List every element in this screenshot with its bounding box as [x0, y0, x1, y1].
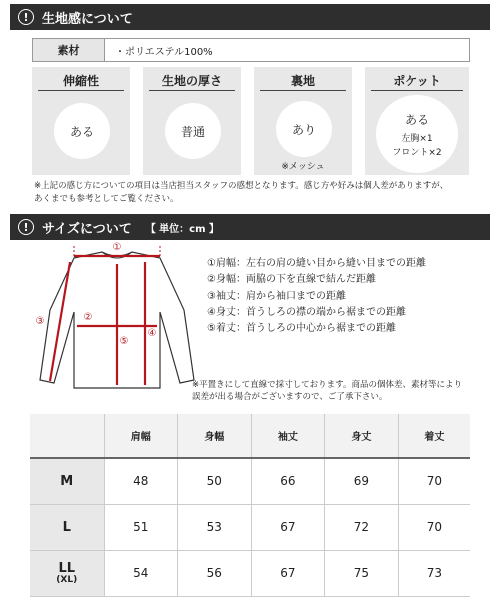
measurement-item: ③袖丈：肩から袖口までの距離	[207, 290, 346, 302]
table-row	[30, 550, 470, 596]
exclamation-icon: !	[18, 9, 34, 25]
size-label-cell	[30, 550, 104, 596]
table-cell: 72	[325, 504, 399, 550]
size-section-title: サイズについて	[42, 221, 132, 237]
card-note: ※メッシュ	[281, 162, 325, 172]
card-title: 伸縮性	[38, 71, 124, 91]
header-cell: 袖丈	[251, 414, 325, 458]
table-cell: 54	[104, 550, 178, 596]
card-value: ある	[54, 103, 110, 159]
table-cell: 66	[251, 458, 325, 504]
card-value: 普通	[165, 103, 221, 159]
table-cell: 56	[178, 550, 252, 596]
table-cell: 51	[104, 504, 178, 550]
measurement-list	[207, 256, 426, 337]
card-title: 生地の厚さ	[149, 71, 235, 91]
measurement-item: ②身幅：両脇の下を直線で結んだ距離	[207, 274, 376, 286]
header-cell: 着丈	[398, 414, 470, 458]
card-title: 裏地	[260, 71, 346, 91]
marker-5: ⑤	[119, 336, 129, 347]
marker-3: ③	[35, 316, 45, 327]
table-cell: 53	[178, 504, 252, 550]
unit-label: 【 単位：cm 】	[145, 223, 220, 235]
card-value: ある	[404, 113, 429, 127]
card-pocket	[365, 67, 469, 175]
header-cell: 身丈	[325, 414, 399, 458]
marker-1: ①	[112, 242, 122, 253]
table-cell: 70	[398, 458, 470, 504]
table-cell: 69	[325, 458, 399, 504]
size-sub-label: (XL)	[56, 575, 78, 585]
fabric-section-header	[10, 4, 490, 30]
size-label: M	[30, 458, 104, 504]
card-value: あり	[276, 101, 332, 157]
measurement-item: ①肩幅：左右の肩の縫い目から縫い目までの距離	[207, 258, 426, 269]
material-label: 素材	[33, 39, 105, 61]
measurement-item: ④身丈：首うしろの襟の端から裾までの距離	[207, 306, 406, 318]
size-section-header	[10, 214, 490, 240]
material-row	[32, 38, 470, 62]
note-line: あくまでも参考としてご覧ください。	[34, 194, 179, 204]
table-cell: 48	[104, 458, 178, 504]
table-cell: 50	[178, 458, 252, 504]
table-cell: 67	[251, 504, 325, 550]
marker-4: ④	[147, 328, 157, 339]
size-disclaimer	[192, 379, 492, 403]
fabric-section-title: 生地感について	[42, 11, 133, 27]
disclaimer-line: ※平置きにして直線で採寸しております。商品の個体差、素材等により	[192, 380, 462, 390]
card-title: ポケット	[371, 71, 463, 91]
card-detail: フロント×2	[392, 148, 442, 158]
fabric-notes	[34, 180, 448, 206]
header-cell: 肩幅	[104, 414, 178, 458]
card-stretch	[32, 67, 130, 175]
size-table-header-row	[30, 414, 470, 458]
size-label: L	[30, 504, 104, 550]
size-label: LL	[58, 561, 76, 576]
note-line: ※上記の感じ方についての項目は当店担当スタッフの感想となります。感じ方や好みは個人差がありますが、	[34, 181, 449, 191]
marker-2: ②	[83, 312, 93, 323]
disclaimer-line: 誤差が出る場合がございますので、ご了承下さい。	[192, 392, 388, 402]
table-cell: 70	[398, 504, 470, 550]
table-row	[30, 458, 470, 504]
measurement-item: ⑤着丈：首うしろの中心から裾までの距離	[207, 323, 396, 335]
header-cell: 身幅	[178, 414, 252, 458]
card-lining	[254, 67, 352, 175]
size-table	[30, 414, 470, 597]
table-cell: 75	[325, 550, 399, 596]
header-cell	[30, 414, 104, 458]
exclamation-icon: !	[18, 219, 34, 235]
table-cell: 73	[398, 550, 470, 596]
table-cell: 67	[251, 550, 325, 596]
garment-diagram	[22, 240, 202, 400]
card-detail: 左胸×1	[401, 134, 433, 144]
table-row	[30, 504, 470, 550]
material-value: ・ポリエステル100%	[115, 46, 213, 58]
card-thickness	[143, 67, 241, 175]
